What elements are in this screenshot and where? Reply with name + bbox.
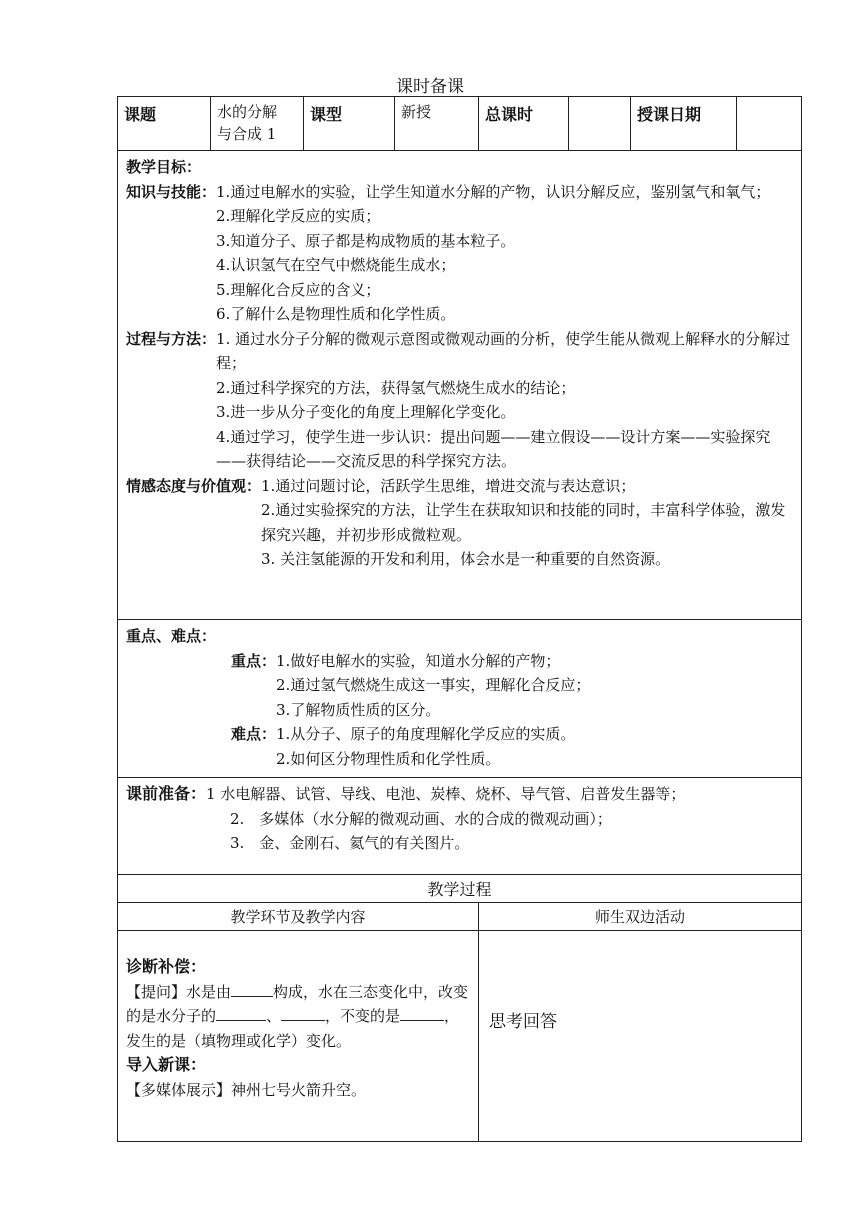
- knowledge-item: 4.认识氢气在空气中燃烧能生成水；: [216, 256, 456, 274]
- process-content-row: [118, 931, 802, 1142]
- knowledge-label: 知识与技能：: [126, 182, 217, 201]
- process-item: 2.通过科学探究的方法，获得氢气燃烧生成水的结论；: [216, 378, 576, 397]
- key-item: 3.了解物质性质的区分。: [276, 700, 441, 719]
- topic-value-line1: 水的分解: [217, 103, 278, 121]
- process-block: [126, 327, 793, 474]
- header-row: [118, 97, 802, 151]
- preparation-section: [118, 778, 802, 875]
- difficult-item: 1.从分子、原子的角度理解化学反应的实质。: [276, 725, 576, 743]
- type-value: 新授: [395, 97, 479, 151]
- keypoints-heading: 重点、难点：: [126, 627, 217, 645]
- question-part: ，发生的是（填物理或化学）变化。: [126, 1007, 460, 1050]
- topic-value-line2: 与合成 1: [217, 125, 277, 143]
- difficult-block: [126, 722, 793, 771]
- keypoints-section: [118, 620, 802, 778]
- lesson-plan-table: [117, 96, 802, 1142]
- difficult-label: 难点：: [231, 725, 277, 743]
- key-item: 1.做好电解水的实验，知道水分解的产物；: [276, 651, 561, 670]
- document-title: 课时备课: [396, 77, 464, 97]
- question-prefix: 【提问】水是由: [126, 982, 232, 1001]
- activity-cell: [479, 931, 802, 1142]
- knowledge-item: 3.知道分子、原子都是构成物质的基本粒子。: [216, 231, 516, 250]
- knowledge-block: [126, 180, 793, 327]
- date-value: [737, 97, 802, 151]
- objectives-heading: 教学目标：: [126, 158, 202, 176]
- question-part: 构成，水在三态变化中，改变的是水分子的: [126, 982, 469, 1025]
- topic-label: 课题: [118, 97, 211, 151]
- process-content-cell: [118, 931, 479, 1142]
- knowledge-item: 2.理解化学反应的实质；: [216, 207, 381, 225]
- answer-blank: [400, 1004, 444, 1021]
- date-label: 授课日期: [631, 97, 737, 151]
- key-block: [126, 649, 793, 723]
- intro-text: 【多媒体展示】神州七号火箭升空。: [126, 1080, 367, 1099]
- preparation-item: 3. 金、金刚石、氦气的有关图片。: [230, 834, 470, 852]
- answer-blank: [216, 1004, 266, 1021]
- answer-blank: [281, 1004, 325, 1021]
- column-header-content: 教学环节及教学内容: [118, 903, 479, 931]
- intro-heading: 导入新课：: [126, 1055, 207, 1074]
- process-label: 过程与方法：: [126, 329, 217, 348]
- keypoints-row: [118, 620, 802, 778]
- column-header-activity: 师生双边活动: [479, 903, 802, 931]
- question-separator: 、: [266, 1007, 282, 1025]
- question-part: ，不变的是: [325, 1007, 401, 1025]
- emotion-block: [126, 474, 793, 572]
- preparation-label: 课前准备：: [126, 784, 207, 803]
- topic-value: [211, 97, 304, 151]
- process-title-row: [118, 875, 802, 903]
- knowledge-item: 5.理解化合反应的含义；: [216, 280, 381, 299]
- difficult-item: 2.如何区分物理性质和化学性质。: [276, 749, 501, 768]
- knowledge-item: 1.通过电解水的实验，让学生知道水分解的产物，认识分解反应，鉴别氢气和氧气；: [216, 182, 771, 201]
- preparation-block: [126, 782, 793, 807]
- preparation-item: 1 水电解器、试管、导线、电池、炭棒、烧杯、导气管、启普发生器等；: [206, 785, 686, 803]
- emotion-label: 情感态度与价值观：: [126, 476, 262, 495]
- objectives-row: [118, 151, 802, 620]
- total-hours-value: [569, 97, 631, 151]
- emotion-item: 3. 关注氢能源的开发和利用，体会水是一种重要的自然资源。: [261, 550, 671, 568]
- answer-blank: [231, 980, 273, 997]
- type-label: 课型: [304, 97, 395, 151]
- question-text: [126, 980, 470, 1054]
- preparation-item: 2. 多媒体（水分解的微观动画、水的合成的微观动画）；: [230, 809, 612, 828]
- process-item: 1. 通过水分子分解的微观示意图或微观动画的分析，使学生能从微观上解释水的分解过程；: [216, 329, 791, 372]
- key-label: 重点：: [231, 651, 277, 670]
- preparation-row: [118, 778, 802, 875]
- total-hours-label: 总课时: [479, 97, 569, 151]
- activity-text: 思考回答: [489, 1012, 557, 1032]
- knowledge-item: 6.了解什么是物理性质和化学性质。: [216, 305, 456, 323]
- process-item: 3.进一步从分子变化的角度上理解化学变化。: [216, 403, 516, 421]
- emotion-item: 2.通过实验探究的方法，让学生在获取知识和技能的同时，丰富科学体验，激发探究兴趣，并初步形成微粒观。: [261, 501, 786, 544]
- process-title: 教学过程: [118, 875, 802, 903]
- key-item: 2.通过氢气燃烧生成这一事实，理解化合反应；: [276, 676, 591, 694]
- diagnosis-heading: 诊断补偿：: [126, 957, 207, 976]
- process-item: 4.通过学习，使学生进一步认识：提出问题——建立假设——设计方案——实验探究——获得结论——交流反思的科学探究方法。: [216, 427, 771, 470]
- process-column-header-row: [118, 903, 802, 931]
- objectives-section: [118, 151, 802, 620]
- emotion-item: 1.通过问题讨论，活跃学生思维，增进交流与表达意识；: [261, 476, 636, 495]
